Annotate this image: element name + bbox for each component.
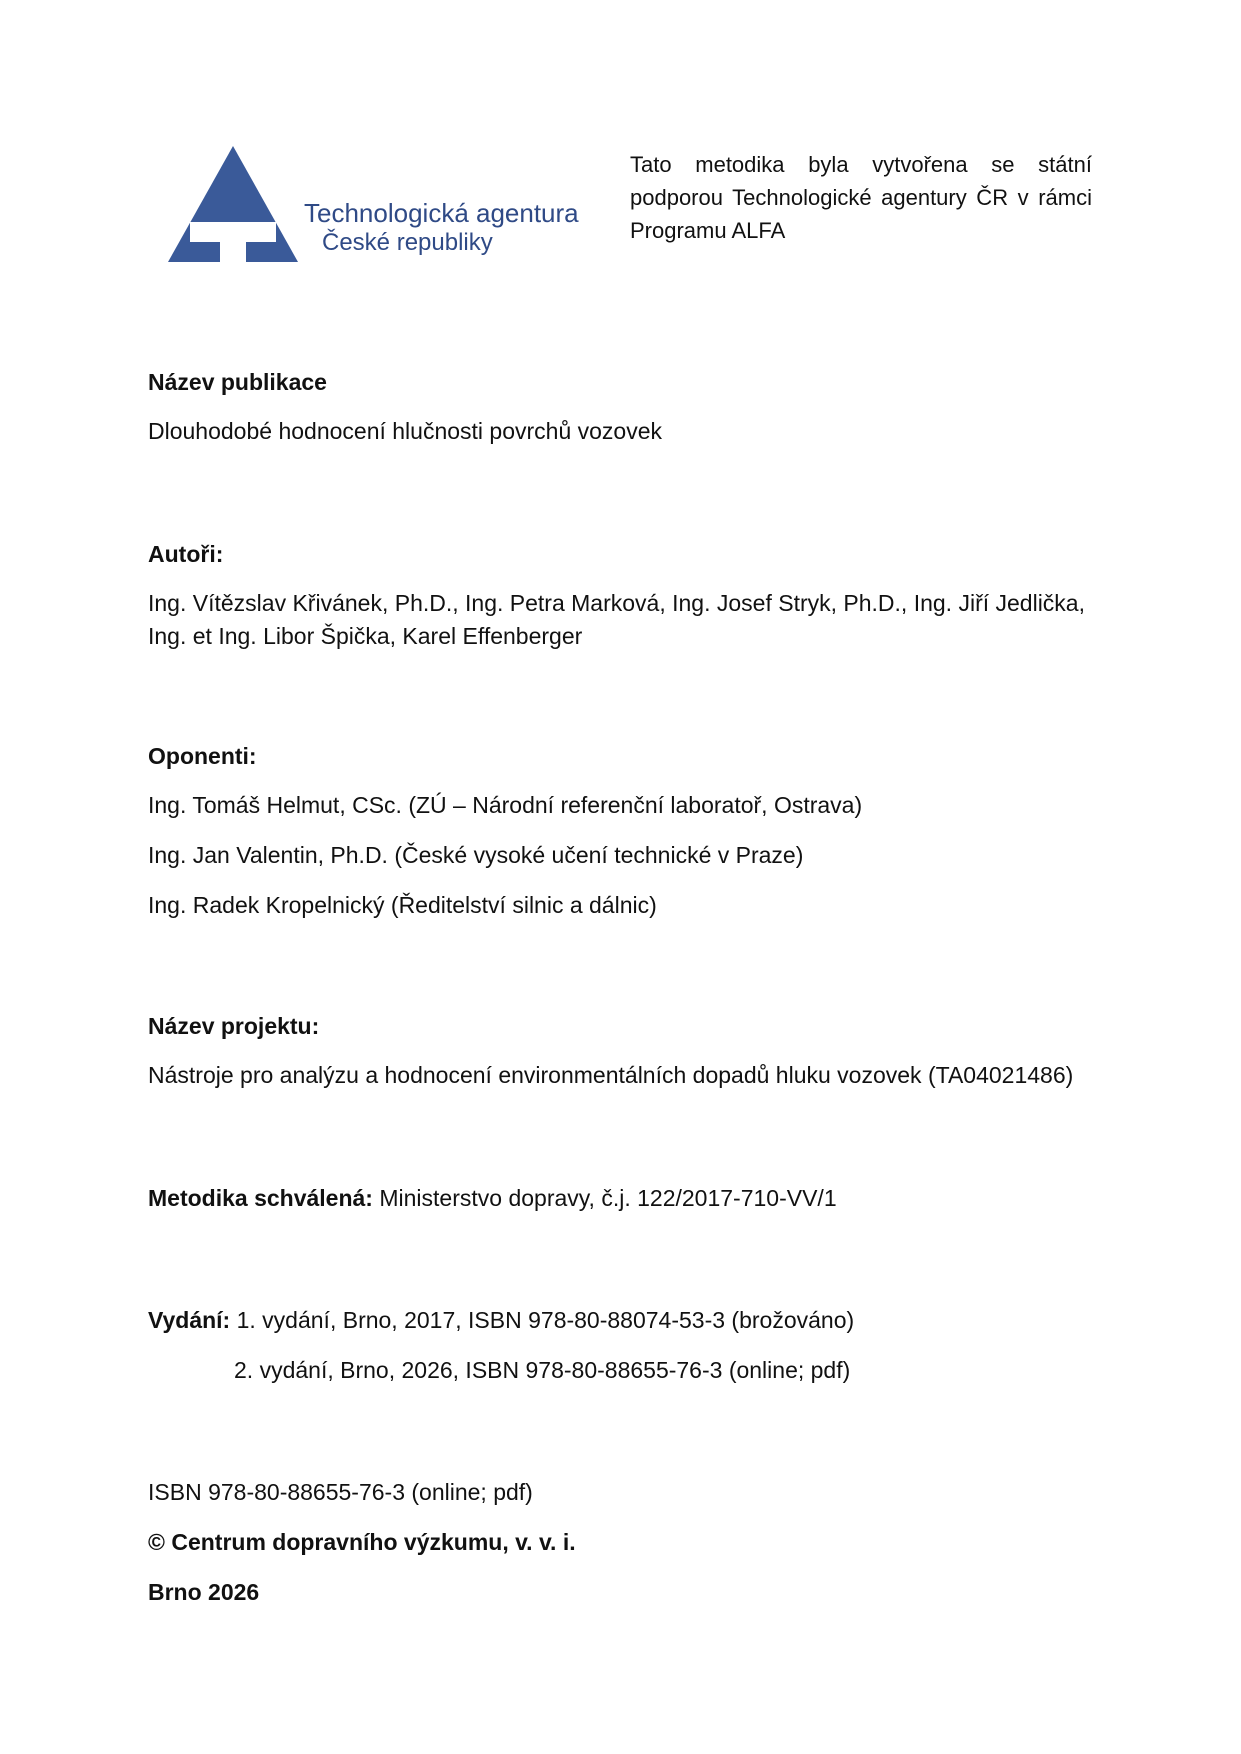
edition-label: Vydání: xyxy=(148,1307,231,1333)
publication-title: Dlouhodobé hodnocení hlučnosti povrchů vozovek xyxy=(148,418,663,444)
logo xyxy=(168,146,588,268)
logo-text xyxy=(304,198,579,258)
opponent-item: Ing. Tomáš Helmut, CSc. (ZÚ – Národní referenční laboratoř, Ostrava) xyxy=(148,792,863,818)
approved-section xyxy=(148,1182,1108,1215)
project-text: Nástroje pro analýzu a hodnocení environmentálních dopadů hluku vozovek (TA04021486) xyxy=(148,1062,1074,1088)
logo-line1: Technologická agentura xyxy=(304,198,579,228)
footer-place: Brno 2026 xyxy=(148,1579,260,1605)
opponent-item: Ing. Radek Kropelnický (Ředitelství silnic a dálnic) xyxy=(148,892,657,918)
edition-second: 2. vydání, Brno, 2026, ISBN 978-80-88655-76-3 (online; pdf) xyxy=(234,1357,851,1383)
approved-label: Metodika schválená: xyxy=(148,1185,373,1211)
funding-note: Tato metodika byla vytvořena se státní podporou Technologické agentury ČR v rámci Programu ALFA xyxy=(630,152,1092,243)
publication-section xyxy=(148,366,1108,448)
opponent-item: Ing. Jan Valentin, Ph.D. (České vysoké učení technické v Praze) xyxy=(148,842,804,868)
footer-isbn: ISBN 978-80-88655-76-3 (online; pdf) xyxy=(148,1479,533,1505)
project-heading: Název projektu: xyxy=(148,1013,320,1039)
approved-text: Ministerstvo dopravy, č.j. 122/2017-710-VV/1 xyxy=(372,1185,837,1211)
authors-heading: Autoři: xyxy=(148,541,224,567)
logo-triangle-icon xyxy=(168,146,308,268)
logo-line2: České republiky xyxy=(322,229,493,256)
authors-text: Ing. Vítězslav Křivánek, Ph.D., Ing. Petra Marková, Ing. Josef Stryk, Ph.D., Ing. Jiří Jedlička, Ing. et Ing. Libor Špička, Karel Effenberger xyxy=(148,590,1085,649)
opponents-section xyxy=(148,740,1108,922)
edition-first: 1. vydání, Brno, 2017, ISBN 978-80-88074-53-3 (brožováno) xyxy=(230,1307,855,1333)
footer-copyright: © Centrum dopravního výzkumu, v. v. i. xyxy=(148,1529,576,1555)
project-section xyxy=(148,1010,1108,1092)
authors-section xyxy=(148,538,1108,653)
edition-section xyxy=(148,1304,1108,1387)
publication-heading: Název publikace xyxy=(148,369,327,395)
footer-section xyxy=(148,1476,1108,1609)
opponents-heading: Oponenti: xyxy=(148,743,257,769)
